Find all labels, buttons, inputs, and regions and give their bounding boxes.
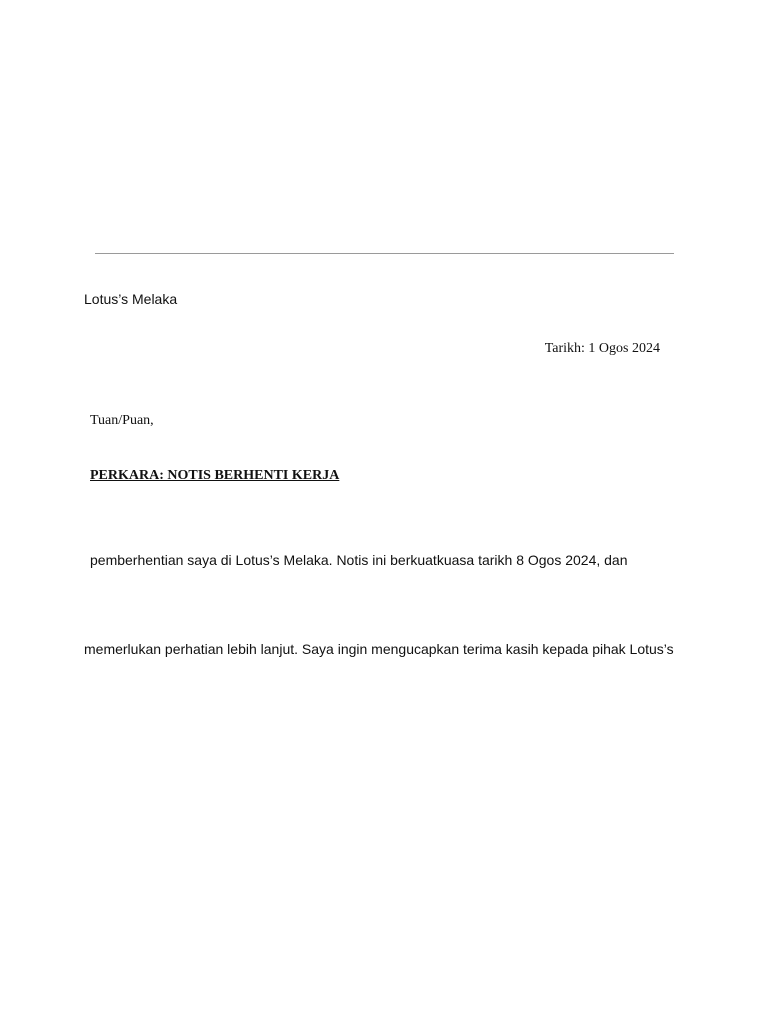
body-paragraph-line: memerlukan perhatian lebih lanjut. Saya ingin mengucapkan terima kasih kepada pihak Lotus’s [84,641,674,657]
letter-date: Tarikh: 1 Ogos 2024 [544,341,660,356]
salutation: Tuan/Puan, [90,413,154,428]
body-paragraph-line: pemberhentian saya di Lotus’s Melaka. Notis ini berkuatkuasa tarikh 8 Ogos 2024, dan [90,552,628,568]
letter-subject: PERKARA: NOTIS BERHENTI KERJA [90,468,340,483]
header-divider [95,253,674,254]
recipient-name: Lotus’s Melaka [84,291,178,307]
